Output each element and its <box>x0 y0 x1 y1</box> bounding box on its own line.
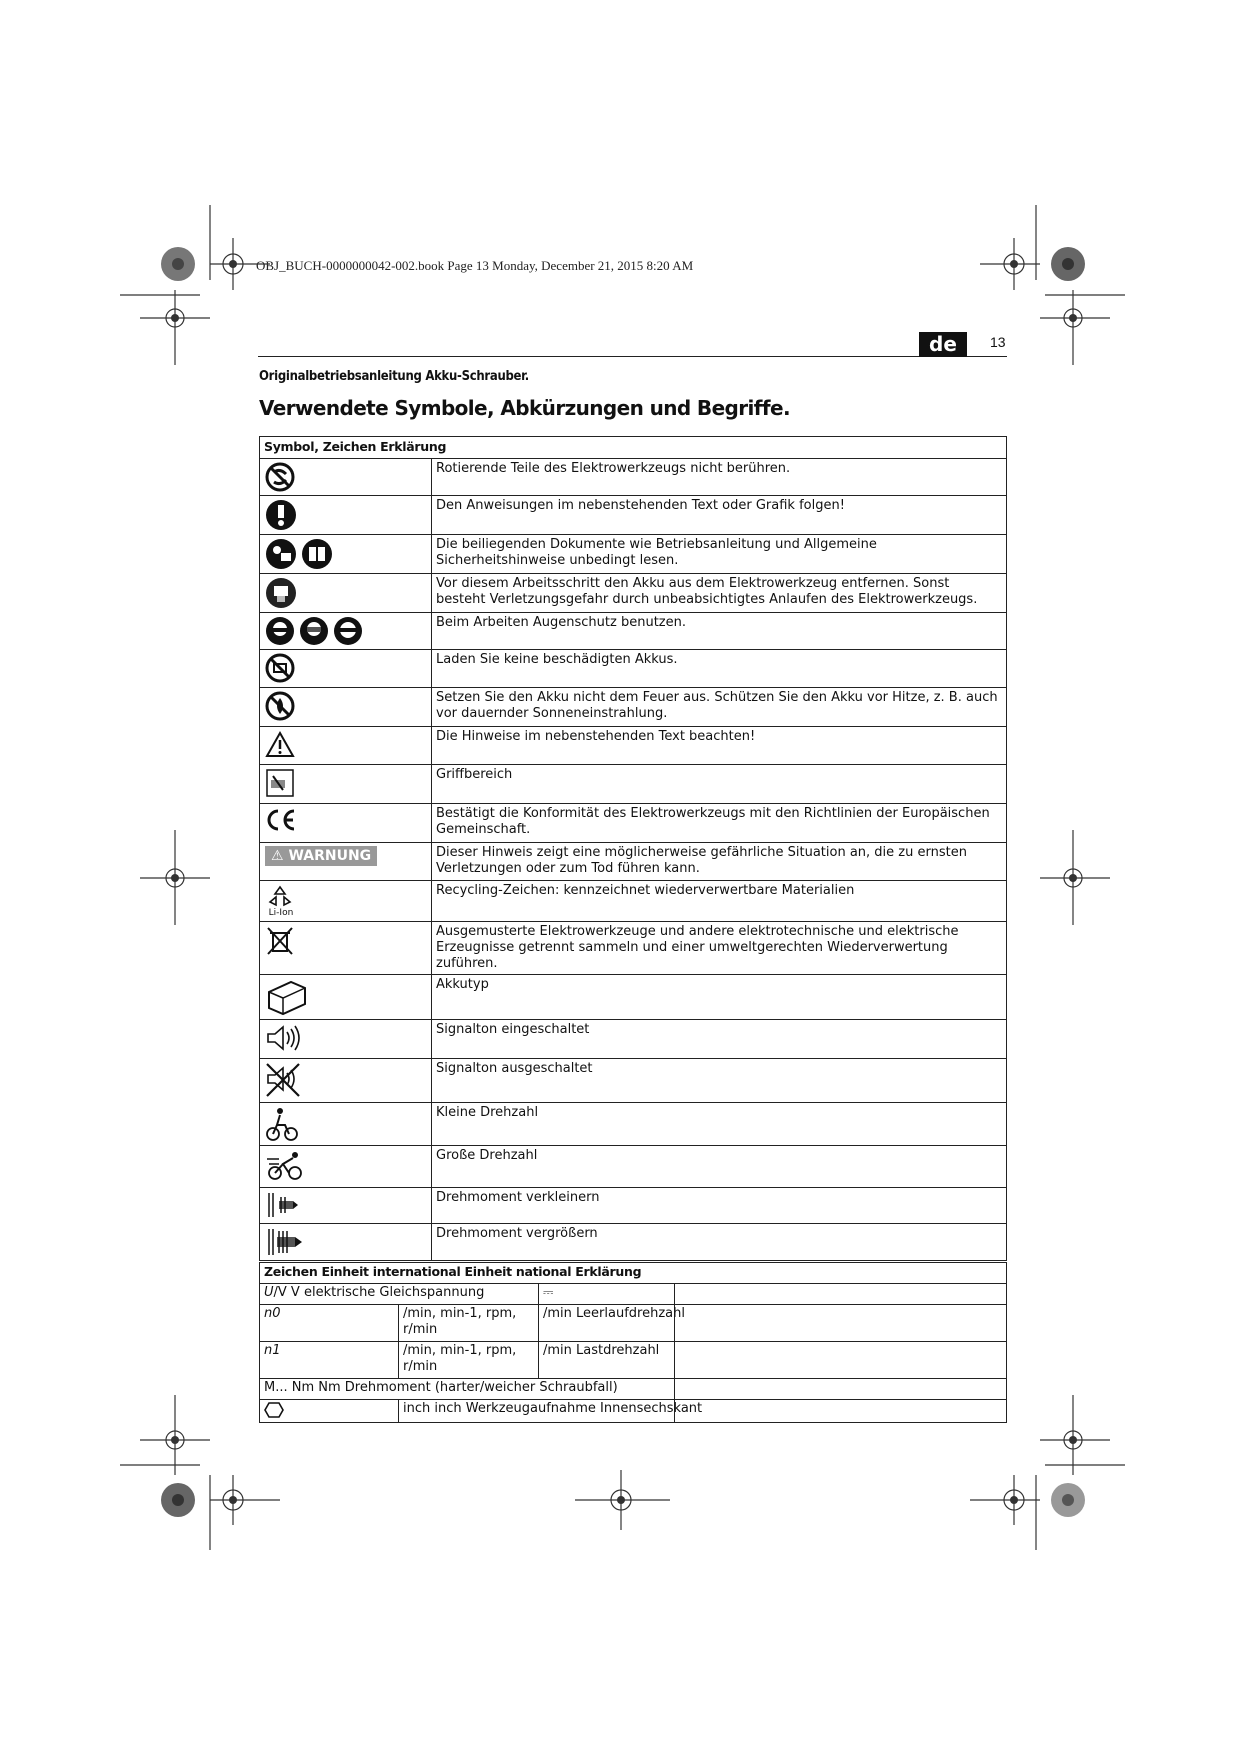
row-text: Große Drehzahl <box>432 1146 1007 1188</box>
table-row <box>260 1379 1007 1400</box>
row-text: Signalton ausgeschaltet <box>432 1059 1007 1103</box>
mandatory-exclamation-icon <box>265 499 297 531</box>
fast-cyclist-icon <box>265 1149 307 1181</box>
table-row <box>260 843 1007 881</box>
recycling-icon <box>265 884 297 918</box>
row-text: Dieser Hinweis zeigt eine möglicherweise gefährliche Situation an, die zu ernsten Verletzungen oder zum Tod führen kann. <box>432 843 1007 881</box>
hex-socket-icon <box>264 1401 284 1419</box>
torque-increase-icon <box>265 1227 305 1257</box>
unit-text: V V elektrische Gleichspannung <box>277 1285 485 1300</box>
table-row <box>260 1224 1007 1261</box>
row-text: Recycling-Zeichen: kennzeichnet wiederverwertbare Materialien <box>432 881 1007 922</box>
dc-symbol: ⎓ <box>543 1285 554 1300</box>
section-title: Verwendete Symbole, Abkürzungen und Begriffe. <box>259 396 790 420</box>
no-damaged-battery-icon <box>265 653 295 683</box>
warning-triangle-icon <box>265 730 295 758</box>
book-header: OBJ_BUCH-0000000042-002.book Page 13 Monday, December 21, 2015 8:20 AM <box>256 258 694 273</box>
unit-national: /min Lastdrehzahl <box>543 1343 660 1358</box>
table-row <box>260 765 1007 804</box>
table-row <box>260 459 1007 496</box>
unit-symbol: n1 <box>264 1343 281 1358</box>
page-number: 13 <box>990 334 1006 350</box>
warning-label-icon: ⚠ WARNUNG <box>265 846 377 866</box>
units-header-text: Zeichen Einheit international Einheit national Erklärung <box>264 1264 642 1279</box>
table-row <box>260 727 1007 765</box>
rotating-parts-prohibited-icon <box>265 462 295 492</box>
unit-text: M... Nm Nm Drehmoment (harter/weicher Schraubfall) <box>264 1380 618 1395</box>
slow-cyclist-icon <box>265 1106 299 1142</box>
weee-bin-icon <box>265 925 295 957</box>
row-text: Drehmoment vergrößern <box>432 1224 1007 1261</box>
table-row <box>260 574 1007 613</box>
table-row <box>260 1188 1007 1224</box>
read-manual-icon <box>265 538 426 570</box>
table-row <box>260 613 1007 650</box>
row-text: Laden Sie keine beschädigten Akkus. <box>432 650 1007 688</box>
unit-symbol: U <box>264 1285 274 1300</box>
row-text: Akkutyp <box>432 975 1007 1020</box>
table-row <box>260 1059 1007 1103</box>
row-text: Signalton eingeschaltet <box>432 1020 1007 1059</box>
row-text: Kleine Drehzahl <box>432 1103 1007 1146</box>
table-row <box>260 688 1007 727</box>
table-row <box>260 922 1007 975</box>
remove-battery-icon <box>265 577 297 609</box>
table-row <box>260 650 1007 688</box>
table-row <box>260 1305 1007 1342</box>
no-fire-icon <box>265 691 295 721</box>
table-row <box>260 496 1007 535</box>
row-text: Griffbereich <box>432 765 1007 804</box>
table-row <box>260 1400 1007 1423</box>
units-table-header <box>260 1263 1007 1284</box>
table-row: U/V V elektrische Gleichspannung ⎓ <box>260 1284 1007 1305</box>
row-text: Ausgemusterte Elektrowerkzeuge und andere elektrotechnische und elektrische Erzeugnisse getrennt sammeln und einer umweltgerechten Wiederverwertung zuführen. <box>432 922 1007 975</box>
row-text: Beim Arbeiten Augenschutz benutzen. <box>432 613 1007 650</box>
warning-label-text: WARNUNG <box>288 848 372 864</box>
sound-on-icon <box>265 1023 301 1053</box>
li-ion-label: Li-Ion <box>268 908 294 918</box>
symbols-header-text: Symbol, Zeichen Erklärung <box>264 439 447 454</box>
row-text: Die Hinweise im nebenstehenden Text beachten! <box>432 727 1007 765</box>
unit-international: /min, min-1, rpm, r/min <box>403 1343 517 1374</box>
ce-mark-icon <box>265 807 299 833</box>
row-text: Drehmoment verkleinern <box>432 1188 1007 1224</box>
table-row <box>260 535 1007 574</box>
units-table <box>259 1262 1007 1423</box>
header-rule <box>258 356 1007 357</box>
eye-protection-icon <box>265 616 426 646</box>
unit-text: inch inch Werkzeugaufnahme Innensechskant <box>403 1401 703 1416</box>
row-text: Bestätigt die Konformität des Elektrowerkzeugs mit den Richtlinien der Europäischen Gemeinschaft. <box>432 804 1007 843</box>
grip-area-icon <box>265 768 295 798</box>
battery-pack-icon <box>265 978 307 1016</box>
document-subtitle: Originalbetriebsanleitung Akku-Schrauber. <box>259 369 529 384</box>
table-row <box>260 975 1007 1020</box>
table-row <box>260 1342 1007 1379</box>
language-tab: de <box>919 332 967 357</box>
table-row <box>260 1020 1007 1059</box>
sound-off-icon <box>265 1062 301 1098</box>
row-text: Rotierende Teile des Elektrowerkzeugs nicht berühren. <box>432 459 1007 496</box>
symbols-table <box>259 436 1007 1261</box>
table-row <box>260 881 1007 922</box>
unit-national: /min Leerlaufdrehzahl <box>543 1306 685 1321</box>
torque-decrease-icon <box>265 1191 301 1219</box>
unit-symbol: n0 <box>264 1306 281 1321</box>
symbols-table-header <box>260 437 1007 459</box>
row-text: Die beiliegenden Dokumente wie Betriebsanleitung und Allgemeine Sicherheitshinweise unbedingt lesen. <box>432 535 1007 574</box>
row-text: Den Anweisungen im nebenstehenden Text oder Grafik folgen! <box>432 496 1007 535</box>
row-text: Vor diesem Arbeitsschritt den Akku aus dem Elektrowerkzeug entfernen. Sonst besteht Verletzungsgefahr durch unbeabsichtigtes Anlaufen des Elektrowerkzeugs. <box>432 574 1007 613</box>
table-row <box>260 804 1007 843</box>
unit-international: /min, min-1, rpm, r/min <box>403 1306 517 1337</box>
table-row <box>260 1103 1007 1146</box>
table-row <box>260 1146 1007 1188</box>
row-text: Setzen Sie den Akku nicht dem Feuer aus. Schützen Sie den Akku vor Hitze, z. B. auch vor dauernder Sonneneinstrahlung. <box>432 688 1007 727</box>
